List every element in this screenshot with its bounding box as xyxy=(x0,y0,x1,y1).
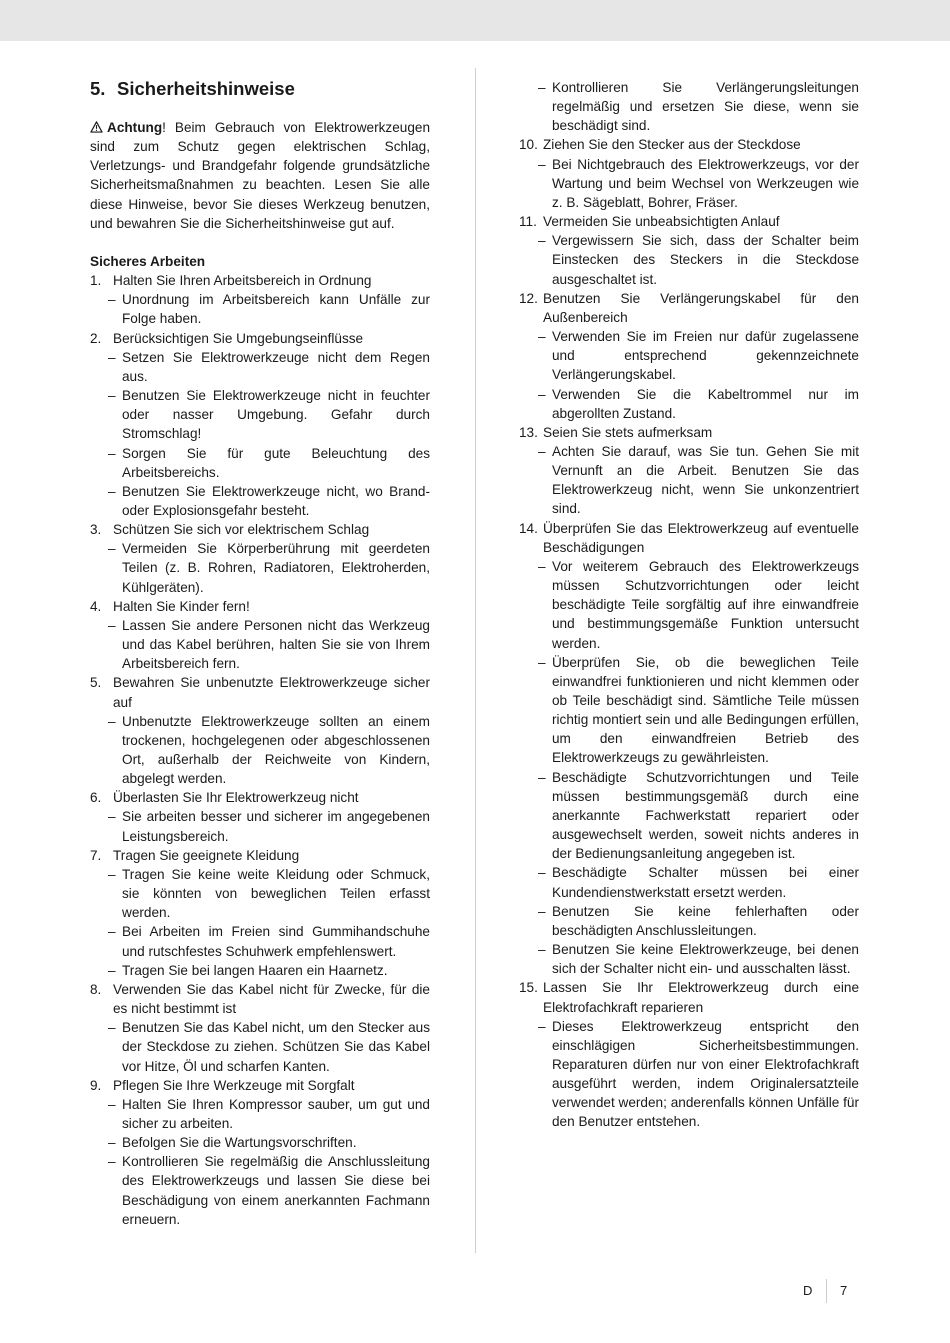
dash-marker: – xyxy=(108,809,116,825)
list-item xyxy=(90,597,430,616)
dash-marker: – xyxy=(108,445,116,461)
dash-marker: – xyxy=(108,1135,116,1151)
bullet-text: Vor weiterem Gebrauch des Elektrowerkzeugs müssen Schutzvorrichtungen oder leicht beschädigte Teile sorgfältig auf ihre einwandfreie und bestimmungsgemäße Funktion untersucht werden. xyxy=(552,558,859,651)
bullet-text: Vermeiden Sie Körperberührung mit geerdeten Teilen (z. B. Rohren, Radiatoren, Elektroherden, Kühlgeräten). xyxy=(122,541,430,595)
list-item xyxy=(90,1076,430,1095)
bullet-text: Benutzen Sie Elektrowerkzeuge nicht in feuchter oder nasser Umgebung. Gefahr durch Stromschlag! xyxy=(122,388,430,442)
bullet-text: Unordnung im Arbeitsbereich kann Unfälle zur Folge haben. xyxy=(122,292,430,327)
item-title: Schützen Sie sich vor elektrischem Schlag xyxy=(113,522,370,538)
item-number: 14. xyxy=(519,520,538,536)
list-item xyxy=(90,271,430,290)
item-number: 8. xyxy=(90,981,102,997)
bullet-item xyxy=(519,902,859,940)
right-items xyxy=(519,78,859,1132)
bullet-text: Setzen Sie Elektrowerkzeuge nicht dem Regen aus. xyxy=(122,349,430,384)
dash-marker: – xyxy=(538,865,546,881)
dash-marker: – xyxy=(108,541,116,557)
item-title: Halten Sie Kinder fern! xyxy=(113,598,250,614)
bullet-text: Benutzen Sie Elektrowerkzeuge nicht, wo Brand- oder Explosionsgefahr besteht. xyxy=(122,483,430,518)
dash-marker: – xyxy=(538,769,546,785)
item-number: 2. xyxy=(90,330,102,346)
bullet-text: Sie arbeiten besser und sicherer im angegebenen Leistungsbereich. xyxy=(122,809,430,844)
bullet-item xyxy=(90,712,430,789)
dash-marker: – xyxy=(538,386,546,402)
list-item xyxy=(519,423,859,442)
item-number: 7. xyxy=(90,847,102,863)
item-title: Verwenden Sie das Kabel nicht für Zwecke, für die es nicht bestimmt ist xyxy=(113,981,430,1017)
bullet-text: Achten Sie darauf, was Sie tun. Gehen Sie mit Vernunft an die Arbeit. Benutzen Sie das Elektrowerkzeug nicht, wenn Sie unkonzentriert sind. xyxy=(552,443,859,517)
item-title: Ziehen Sie den Stecker aus der Steckdose xyxy=(543,137,801,153)
dash-marker: – xyxy=(108,1154,116,1170)
item-number: 15. xyxy=(519,980,538,996)
dash-marker: – xyxy=(108,1020,116,1036)
bullet-text: Verwenden Sie die Kabeltrommel nur im abgerollten Zustand. xyxy=(552,386,859,421)
bullet-text: Beschädigte Schutzvorrichtungen und Teile müssen bestimmungsgemäß durch eine anerkannte Fachwerkstatt repariert oder ausgewechselt werden, soweit nichts anderes in der Bedienungsanleitung angegeben ist. xyxy=(552,769,859,862)
warning-paragraph xyxy=(90,118,430,233)
bullet-item xyxy=(90,616,430,673)
item-title: Pflegen Sie Ihre Werkzeuge mit Sorgfalt xyxy=(113,1077,355,1093)
bullet-item xyxy=(90,482,430,520)
item-number: 13. xyxy=(519,424,538,440)
bullet-item xyxy=(90,1133,430,1152)
dash-marker: – xyxy=(538,903,546,919)
item-title: Bewahren Sie unbenutzte Elektrowerkzeuge sicher auf xyxy=(113,675,430,710)
bullet-item xyxy=(90,386,430,443)
item-number: 3. xyxy=(90,522,102,538)
left-items xyxy=(90,271,430,1229)
list-item xyxy=(519,978,859,1016)
list-item xyxy=(90,520,430,539)
dash-marker: – xyxy=(538,1018,546,1034)
bullet-item xyxy=(519,78,859,135)
bullet-item xyxy=(519,155,859,212)
bullet-item xyxy=(90,444,430,482)
warning-label: Achtung xyxy=(107,120,163,135)
bullet-text: Sorgen Sie für gute Beleuchtung des Arbeitsbereichs. xyxy=(122,445,430,480)
dash-marker: – xyxy=(108,1096,116,1112)
item-number: 12. xyxy=(519,290,538,306)
bullet-text: Tragen Sie keine weite Kleidung oder Schmuck, sie könnten von beweglichen Teilen erfasst werden. xyxy=(122,866,430,921)
dash-marker: – xyxy=(108,292,116,308)
bullet-item xyxy=(90,1152,430,1229)
bullet-item xyxy=(519,1017,859,1132)
warning-triangle-icon xyxy=(90,121,103,133)
dash-marker: – xyxy=(538,80,546,95)
section-title: Sicherheitshinweise xyxy=(117,78,295,99)
item-title: Halten Sie Ihren Arbeitsbereich in Ordnung xyxy=(113,273,372,289)
bullet-item xyxy=(90,1095,430,1133)
bullet-item xyxy=(90,961,430,980)
bullet-text: Beschädigte Schalter müssen bei einer Kundendienstwerkstatt ersetzt werden. xyxy=(552,865,859,900)
dash-marker: – xyxy=(538,156,546,172)
bullet-text: Benutzen Sie keine fehlerhaften oder beschädigten Anschlussleitungen. xyxy=(552,903,859,938)
bullet-item xyxy=(519,768,859,864)
list-item xyxy=(519,212,859,231)
dash-marker: – xyxy=(538,654,546,670)
dash-marker: – xyxy=(108,866,116,882)
bullet-item xyxy=(519,231,859,288)
bullet-item xyxy=(90,1018,430,1075)
list-item xyxy=(519,135,859,154)
section-number: 5. xyxy=(90,78,106,99)
bullet-item xyxy=(90,348,430,386)
dash-marker: – xyxy=(108,962,116,978)
footer-language: D xyxy=(803,1283,813,1298)
footer-divider xyxy=(826,1279,827,1303)
list-item xyxy=(519,289,859,327)
item-title: Überprüfen Sie das Elektrowerkzeug auf eventuelle Beschädigungen xyxy=(543,520,859,555)
dash-marker: – xyxy=(538,558,546,574)
bullet-text: Überprüfen Sie, ob die beweglichen Teile einwandfrei funktionieren und nicht klemmen oder ob Teile beschädigt sind. Sämtliche Teile müssen richtig montiert sein und alle Bedingungen erfüllen, um den einwandfreien Betrieb des Elektrowerkzeugs zu gewährleisten. xyxy=(552,654,859,766)
dash-marker: – xyxy=(108,924,116,940)
page-title xyxy=(90,78,430,100)
item-number: 10. xyxy=(519,137,538,153)
bullet-text: Kontrollieren Sie regelmäßig die Anschlussleitung des Elektrowerkzeugs und lassen Sie diese bei Beschädigung von einem anerkannten Fachmann erneuern. xyxy=(122,1154,430,1227)
dash-marker: – xyxy=(108,617,116,633)
item-number: 9. xyxy=(90,1077,102,1093)
bullet-text: Verwenden Sie im Freien nur dafür zugelassene und entsprechend gekennzeichnete Verlängerungskabel. xyxy=(552,329,859,383)
page-number: 7 xyxy=(840,1283,848,1298)
bullet-text: Benutzen Sie das Kabel nicht, um den Stecker aus der Steckdose zu ziehen. Schützen Sie das Kabel vor Hitze, Öl und scharfen Kanten. xyxy=(122,1020,430,1074)
bullet-text: Befolgen Sie die Wartungsvorschriften. xyxy=(122,1135,357,1151)
bullet-item xyxy=(519,385,859,423)
item-title: Überlasten Sie Ihr Elektrowerkzeug nicht xyxy=(113,790,359,806)
dash-marker: – xyxy=(538,233,546,249)
bullet-item xyxy=(519,863,859,901)
item-number: 6. xyxy=(90,790,102,806)
item-number: 11. xyxy=(519,214,537,230)
dash-marker: – xyxy=(108,713,116,729)
top-bar xyxy=(0,0,950,41)
bullet-item xyxy=(90,290,430,328)
warning-text: ! Beim Gebrauch von Elektrowerkzeugen sind zum Schutz gegen elektrischen Schlag, Verletzungs- und Brandgefahr folgende grundsätzliche Sicherheitsmaßnahmen zu beachten. Lesen Sie alle diese Hinweise, bevor Sie dieses Werkzeug benutzen, und bewahren Sie die Sicherheitshinweise gut auf. xyxy=(90,120,430,231)
bullet-text: Benutzen Sie keine Elektrowerkzeuge, bei denen sich der Schalter nicht ein- und ausschalten lässt. xyxy=(552,942,859,977)
bullet-item xyxy=(519,940,859,978)
subheading: Sicheres Arbeiten xyxy=(90,253,206,269)
item-title: Lassen Sie Ihr Elektrowerkzeug durch eine Elektrofachkraft reparieren xyxy=(543,980,859,1015)
list-item xyxy=(519,519,859,557)
bullet-item xyxy=(519,327,859,384)
list-item xyxy=(90,329,430,348)
item-title: Vermeiden Sie unbeabsichtigten Anlauf xyxy=(543,214,780,230)
column-divider xyxy=(475,68,476,1253)
bullet-item xyxy=(519,653,859,768)
item-title: Berücksichtigen Sie Umgebungseinflüsse xyxy=(113,330,364,346)
bullet-text: Kontrollieren Sie Verlängerungsleitungen regelmäßig und ersetzen Sie diese, wenn sie beschädigt sind. xyxy=(552,80,859,134)
bullet-item xyxy=(519,557,859,653)
item-number: 1. xyxy=(90,273,102,289)
bullet-item xyxy=(90,539,430,596)
dash-marker: – xyxy=(538,329,546,345)
dash-marker: – xyxy=(538,443,546,459)
bullet-item xyxy=(90,922,430,960)
item-title: Seien Sie stets aufmerksam xyxy=(543,424,713,440)
dash-marker: – xyxy=(108,388,116,404)
bullet-text: Vergewissern Sie sich, dass der Schalter beim Einstecken des Steckers in die Steckdose ausgeschaltet ist. xyxy=(552,233,859,287)
item-title: Benutzen Sie Verlängerungskabel für den Außenbereich xyxy=(543,290,859,325)
bullet-text: Bei Nichtgebrauch des Elektrowerkzeugs, vor der Wartung und beim Wechsel von Werkzeugen wie z. B. Sägeblatt, Bohrer, Fräser. xyxy=(552,156,859,210)
dash-marker: – xyxy=(108,483,116,499)
bullet-text: Halten Sie Ihren Kompressor sauber, um gut und sicher zu arbeiten. xyxy=(122,1096,430,1131)
bullet-text: Unbenutzte Elektrowerkzeuge sollten an einem trockenen, hochgelegenen oder abgeschlossenen Ort, außerhalb der Reichweite von Kindern, abgelegt werden. xyxy=(122,713,430,787)
bullet-text: Dieses Elektrowerkzeug entspricht den einschlägigen Sicherheitsbestimmungen. Reparaturen dürfen nur von einer Elektrofachkraft ausgeführt werden, indem Originalersatzteile verwendet werden; anderenfalls können Unfälle für den Benutzer entstehen. xyxy=(552,1018,859,1130)
left-column xyxy=(90,78,430,1229)
bullet-text: Bei Arbeiten im Freien sind Gummihandschuhe und rutschfestes Schuhwerk empfehlenswert. xyxy=(122,924,430,959)
bullet-item xyxy=(90,865,430,922)
list-item xyxy=(90,673,430,711)
dash-marker: – xyxy=(538,942,546,958)
item-number: 5. xyxy=(90,675,102,691)
bullet-item xyxy=(90,807,430,845)
list-item xyxy=(90,788,430,807)
item-title: Tragen Sie geeignete Kleidung xyxy=(113,847,300,863)
bullet-text: Lassen Sie andere Personen nicht das Werkzeug und das Kabel berühren, halten Sie sie von Ihrem Arbeitsbereich fern. xyxy=(122,617,430,672)
item-number: 4. xyxy=(90,598,102,614)
bullet-item xyxy=(519,442,859,519)
dash-marker: – xyxy=(108,349,116,365)
right-column xyxy=(519,78,859,1132)
list-item xyxy=(90,980,430,1018)
bullet-text: Tragen Sie bei langen Haaren ein Haarnetz. xyxy=(122,962,388,978)
list-item xyxy=(90,846,430,865)
